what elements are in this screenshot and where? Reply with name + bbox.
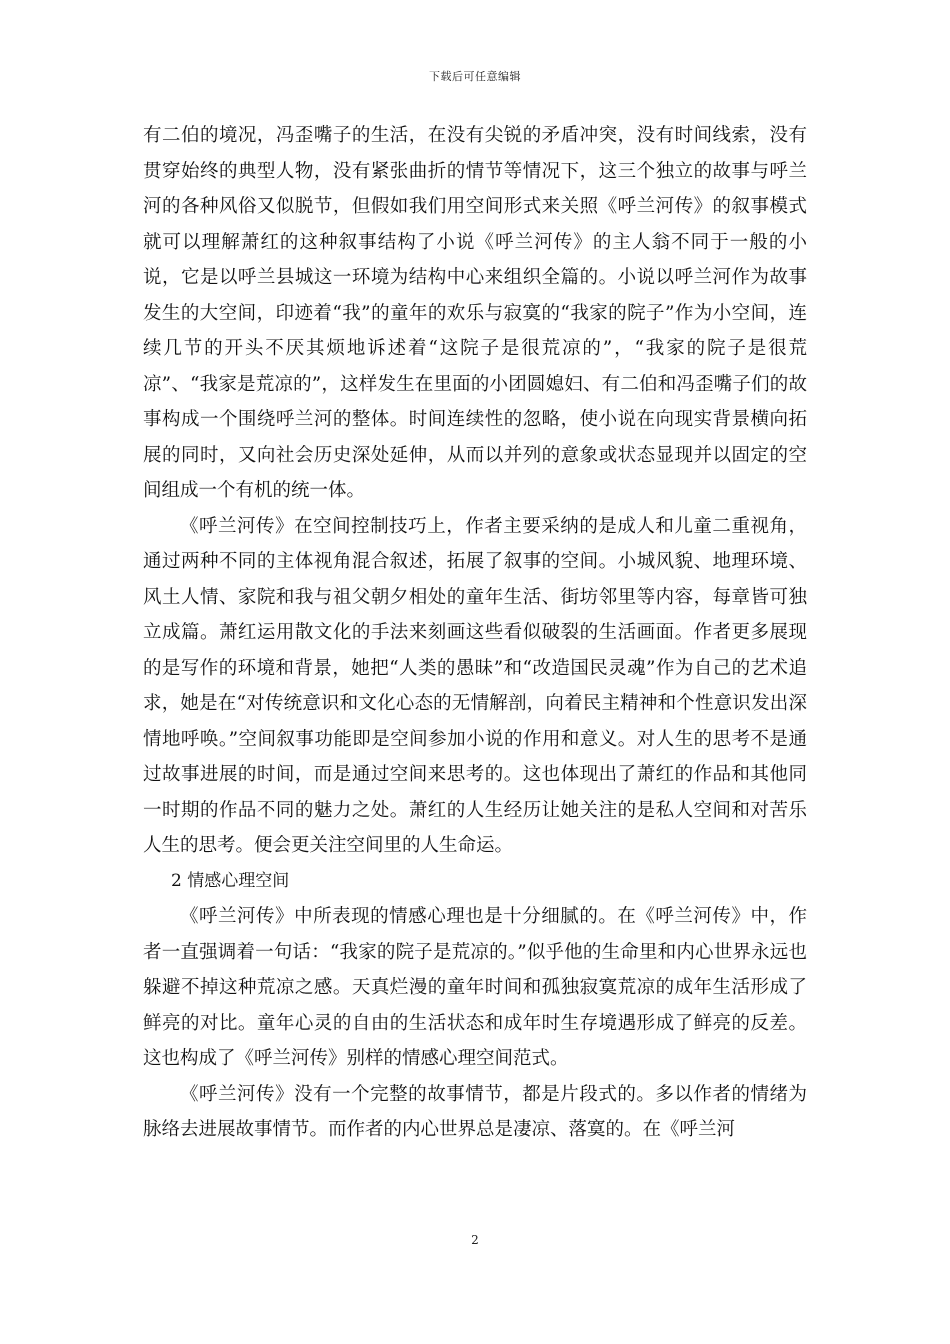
paragraph-2: 《呼兰河传》在空间控制技巧上，作者主要采纳的是成人和儿童二重视角，通过两种不同的主体视角混合叙述，拓展了叙事的空间。小城风貌、地理环境、风土人情、家院和我与祖父朝夕相处的童年生活、街坊邻里等内容，每章皆可独立成篇。萧红运用散文化的手法来刻画这些看似破裂的生活画面。作者更多展现的是写作的环境和背景，她把“人类的愚昧”和“改造国民灵魂”作为自己的艺术追求，她是在“对传统意识和文化心态的无情解剖，向着民主精神和个性意识发出深情地呼唤。”空间叙事功能即是空间参加小说的作用和意义。对人生的思考不是通过故事进展的时间，而是通过空间来思考的。这也体现出了萧红的作品和其他同一时期的作品不同的魅力之处。萧红的人生经历让她关注的是私人空间和对苦乐人生的思考。便会更关注空间里的人生命运。 xyxy=(143,515,807,856)
paragraph-4: 《呼兰河传》没有一个完整的故事情节，都是片段式的。多以作者的情绪为脉络去进展故事情节。而作者的内心世界总是凄凉、落寞的。在《呼兰河 xyxy=(143,1083,807,1140)
body-text xyxy=(143,118,807,1148)
header-note: 下载后可任意编辑 xyxy=(429,70,521,83)
section-heading: 2 情感心理空间 xyxy=(171,870,290,891)
paragraph-3: 《呼兰河传》中所表现的情感心理也是十分细腻的。在《呼兰河传》中，作者一直强调着一句话：“我家的院子是荒凉的。”似乎他的生命里和内心世界永远也躲避不掉这种荒凉之感。天真烂漫的童年时间和孤独寂寞荒凉的成年生活形成了鲜亮的对比。童年心灵的自由的生活状态和成年时生存境遇形成了鲜亮的反差。这也构成了《呼兰河传》别样的情感心理空间范式。 xyxy=(143,906,807,1069)
page-number: 2 xyxy=(471,1233,479,1247)
paragraph-1: 有二伯的境况，冯歪嘴子的生活，在没有尖锐的矛盾冲突，没有时间线索，没有贯穿始终的典型人物，没有紧张曲折的情节等情况下，这三个独立的故事与呼兰河的各种风俗又似脱节，但假如我们用空间形式来关照《呼兰河传》的叙事模式就可以理解萧红的这种叙事结构了小说《呼兰河传》的主人翁不同于一般的小说，它是以呼兰县城这一环境为结构中心来组织全篇的。小说以呼兰河作为故事发生的大空间，印迹着“我”的童年的欢乐与寂寞的“我家的院子”作为小空间，连续几节的开头不厌其烦地诉述着“这院子是很荒凉的”，“我家的院子是很荒凉”、“我家是荒凉的”，这样发生在里面的小团圆媳妇、有二伯和冯歪嘴子们的故事构成一个围绕呼兰河的整体。时间连续性的忽略，使小说在向现实背景横向拓展的同时，又向社会历史深处延伸，从而以并列的意象或状态显现并以固定的空间组成一个有机的统一体。 xyxy=(143,125,807,501)
